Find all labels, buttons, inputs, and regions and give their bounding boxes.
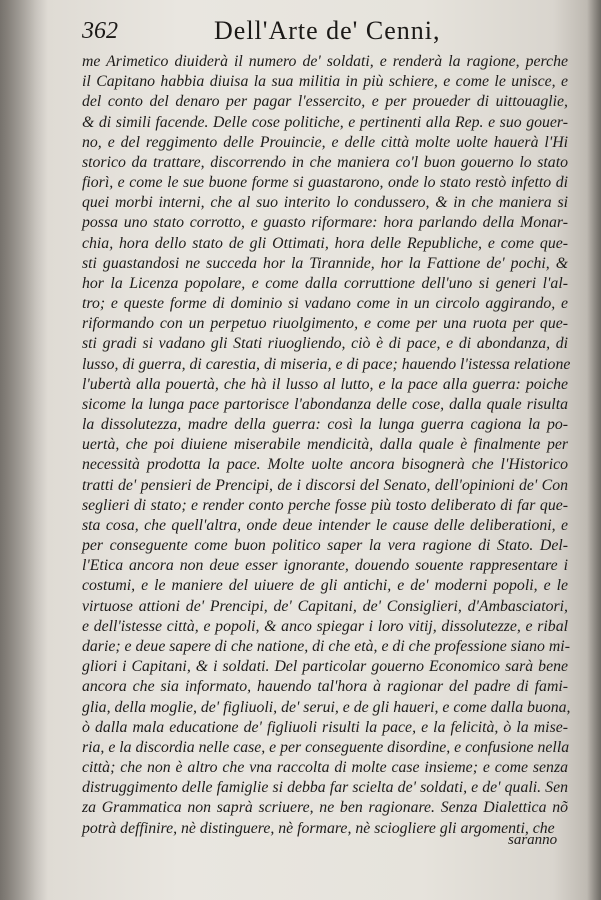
text-line: uertà, che poi diuiene miserabile mendicità, dalla quale è finalmente per	[82, 436, 568, 454]
page-number: 362	[82, 18, 118, 44]
text-line: sicome la lunga pace partorisce l'abondanza delle cose, dalla quale risulta	[82, 395, 568, 413]
text-line: me Arimetico diuiderà il numero de' soldati, e renderà la ragione, perche	[82, 53, 568, 70]
text-line: costumi, e le maniere del uiuere de gli antichi, e de' moderni popoli, e le	[82, 577, 568, 595]
text-line: il Capitano habbia diuisa la sua militia in più schiere, e come le unisce, e	[82, 73, 568, 91]
body-text	[82, 52, 571, 839]
text-line: l'ubertà alla pouertà, che hà il lusso al lutto, e la pace alla guerra: poiche	[82, 375, 568, 393]
text-line: chia, hora dello stato de gli Ottimati, hora delle Republiche, e come que-	[82, 234, 568, 252]
text-line: potrà deffinire, nè distinguere, nè formare, nè sciogliere gli argomenti, che	[82, 819, 555, 837]
text-line: & di simili facende. Delle cose politiche, e pertinenti alla Rep. e suo gouer-	[82, 113, 568, 131]
text-line: hor la Licenza popolare, e come dalla corruttione dell'uno si generi l'al-	[82, 274, 568, 292]
text-line: seglieri di stato; e render conto perche fosse più tosto deliberato di far que-	[82, 496, 568, 514]
page-header	[82, 14, 582, 50]
text-line: l'Etica ancora non deue esser ignorante, douendo souente rappresentare i	[82, 557, 568, 575]
page-edge-shadow	[587, 0, 601, 900]
text-line: quei morbi interni, che al suo interito lo condussero, & in che maniera si	[82, 194, 568, 212]
text-line: ò dalla mala educatione de' figliuoli risulti la pace, e la felicità, ò la mise-	[82, 718, 568, 736]
text-line: del conto del denaro per pagar l'essercito, e per proueder di uittouaglie,	[82, 93, 568, 111]
gutter-shadow	[0, 0, 48, 900]
text-line: gliori i Capitani, & i soldati. Del particolar gouerno Economico sarà bene	[82, 658, 568, 676]
text-line: no, e del reggimento delle Prouincie, e delle città molte uolte hauerà l'Hi	[82, 133, 568, 151]
text-line: ria, e la discordia nelle case, e per conseguente disordine, e confusione nella	[82, 738, 570, 756]
text-line: sti gradi si vadano gli Stati riuogliendo, ciò è di pace, e di abondanza, di	[82, 335, 568, 353]
text-line: darie; e deue sapere di che natione, di che età, e di che professione siano mi-	[82, 637, 570, 655]
text-line: tro; e queste forme di dominio si vadano come in un circolo aggirando, e	[82, 295, 568, 313]
text-line: tratti de' pensieri de Prencipi, de i discorsi del Senato, dell'opinioni de' Con	[82, 476, 568, 494]
text-line: sti guastandosi ne succeda hor la Tirannide, hor la Fattione de' pochi, &	[82, 254, 568, 272]
text-line: virtuose attioni de' Prencipi, de' Capitani, de' Consiglieri, d'Ambasciatori,	[82, 597, 568, 615]
catchword: saranno	[508, 832, 558, 848]
text-line: distruggimento delle famiglie si debba far scielta de' soldati, e de' quali. Sen	[82, 779, 568, 797]
text-line: za Grammatica non saprà scriuere, ne ben ragionare. Senza Dialettica nõ	[82, 799, 568, 817]
text-line: lusso, di guerra, di carestia, di miseria, e di pace; hauendo l'istessa relatione	[82, 355, 571, 373]
text-line: fiorì, e come le sue buone forme si guastarono, onde lo stato restò infetto di	[82, 174, 568, 192]
running-title: Dell'Arte de' Cenni,	[214, 16, 441, 45]
text-line: sta cosa, che quell'altra, onde deue intender le cause delle deliberationi, e	[82, 516, 568, 534]
text-line: glia, della moglie, de' figliuoli, de' serui, e de gli haueri, e come dalla buona,	[82, 698, 571, 716]
text-line: per conseguente come buon politico saper la vera ragione di Stato. Del-	[82, 537, 568, 555]
text-line: storico da trattare, discorrendo in che maniera co'l buon gouerno lo stato	[82, 153, 568, 171]
text-line: possa uno stato corrotto, e guasto riformare: hora parlando della Monar-	[82, 214, 568, 232]
text-line: e dell'istesse città, e popoli, & anco spiegar i loro vitij, dissolutezze, e ribal	[82, 617, 568, 635]
text-line: riformando con un perpetuo riuolgimento, e come per una ruota per que-	[82, 315, 568, 333]
text-line: città; che non è altro che vna raccolta di molte case insieme; e come senza	[82, 759, 568, 777]
text-line: ancora che sia informato, hauendo tal'hora à ragionar del padre di fami-	[82, 678, 568, 696]
text-line: la dissolutezza, madre della guerra: così la lunga guerra cagiona la po-	[82, 416, 568, 434]
text-line: necessità prodotta la pace. Molte uolte ancora bisognerà che l'Historico	[82, 456, 568, 474]
